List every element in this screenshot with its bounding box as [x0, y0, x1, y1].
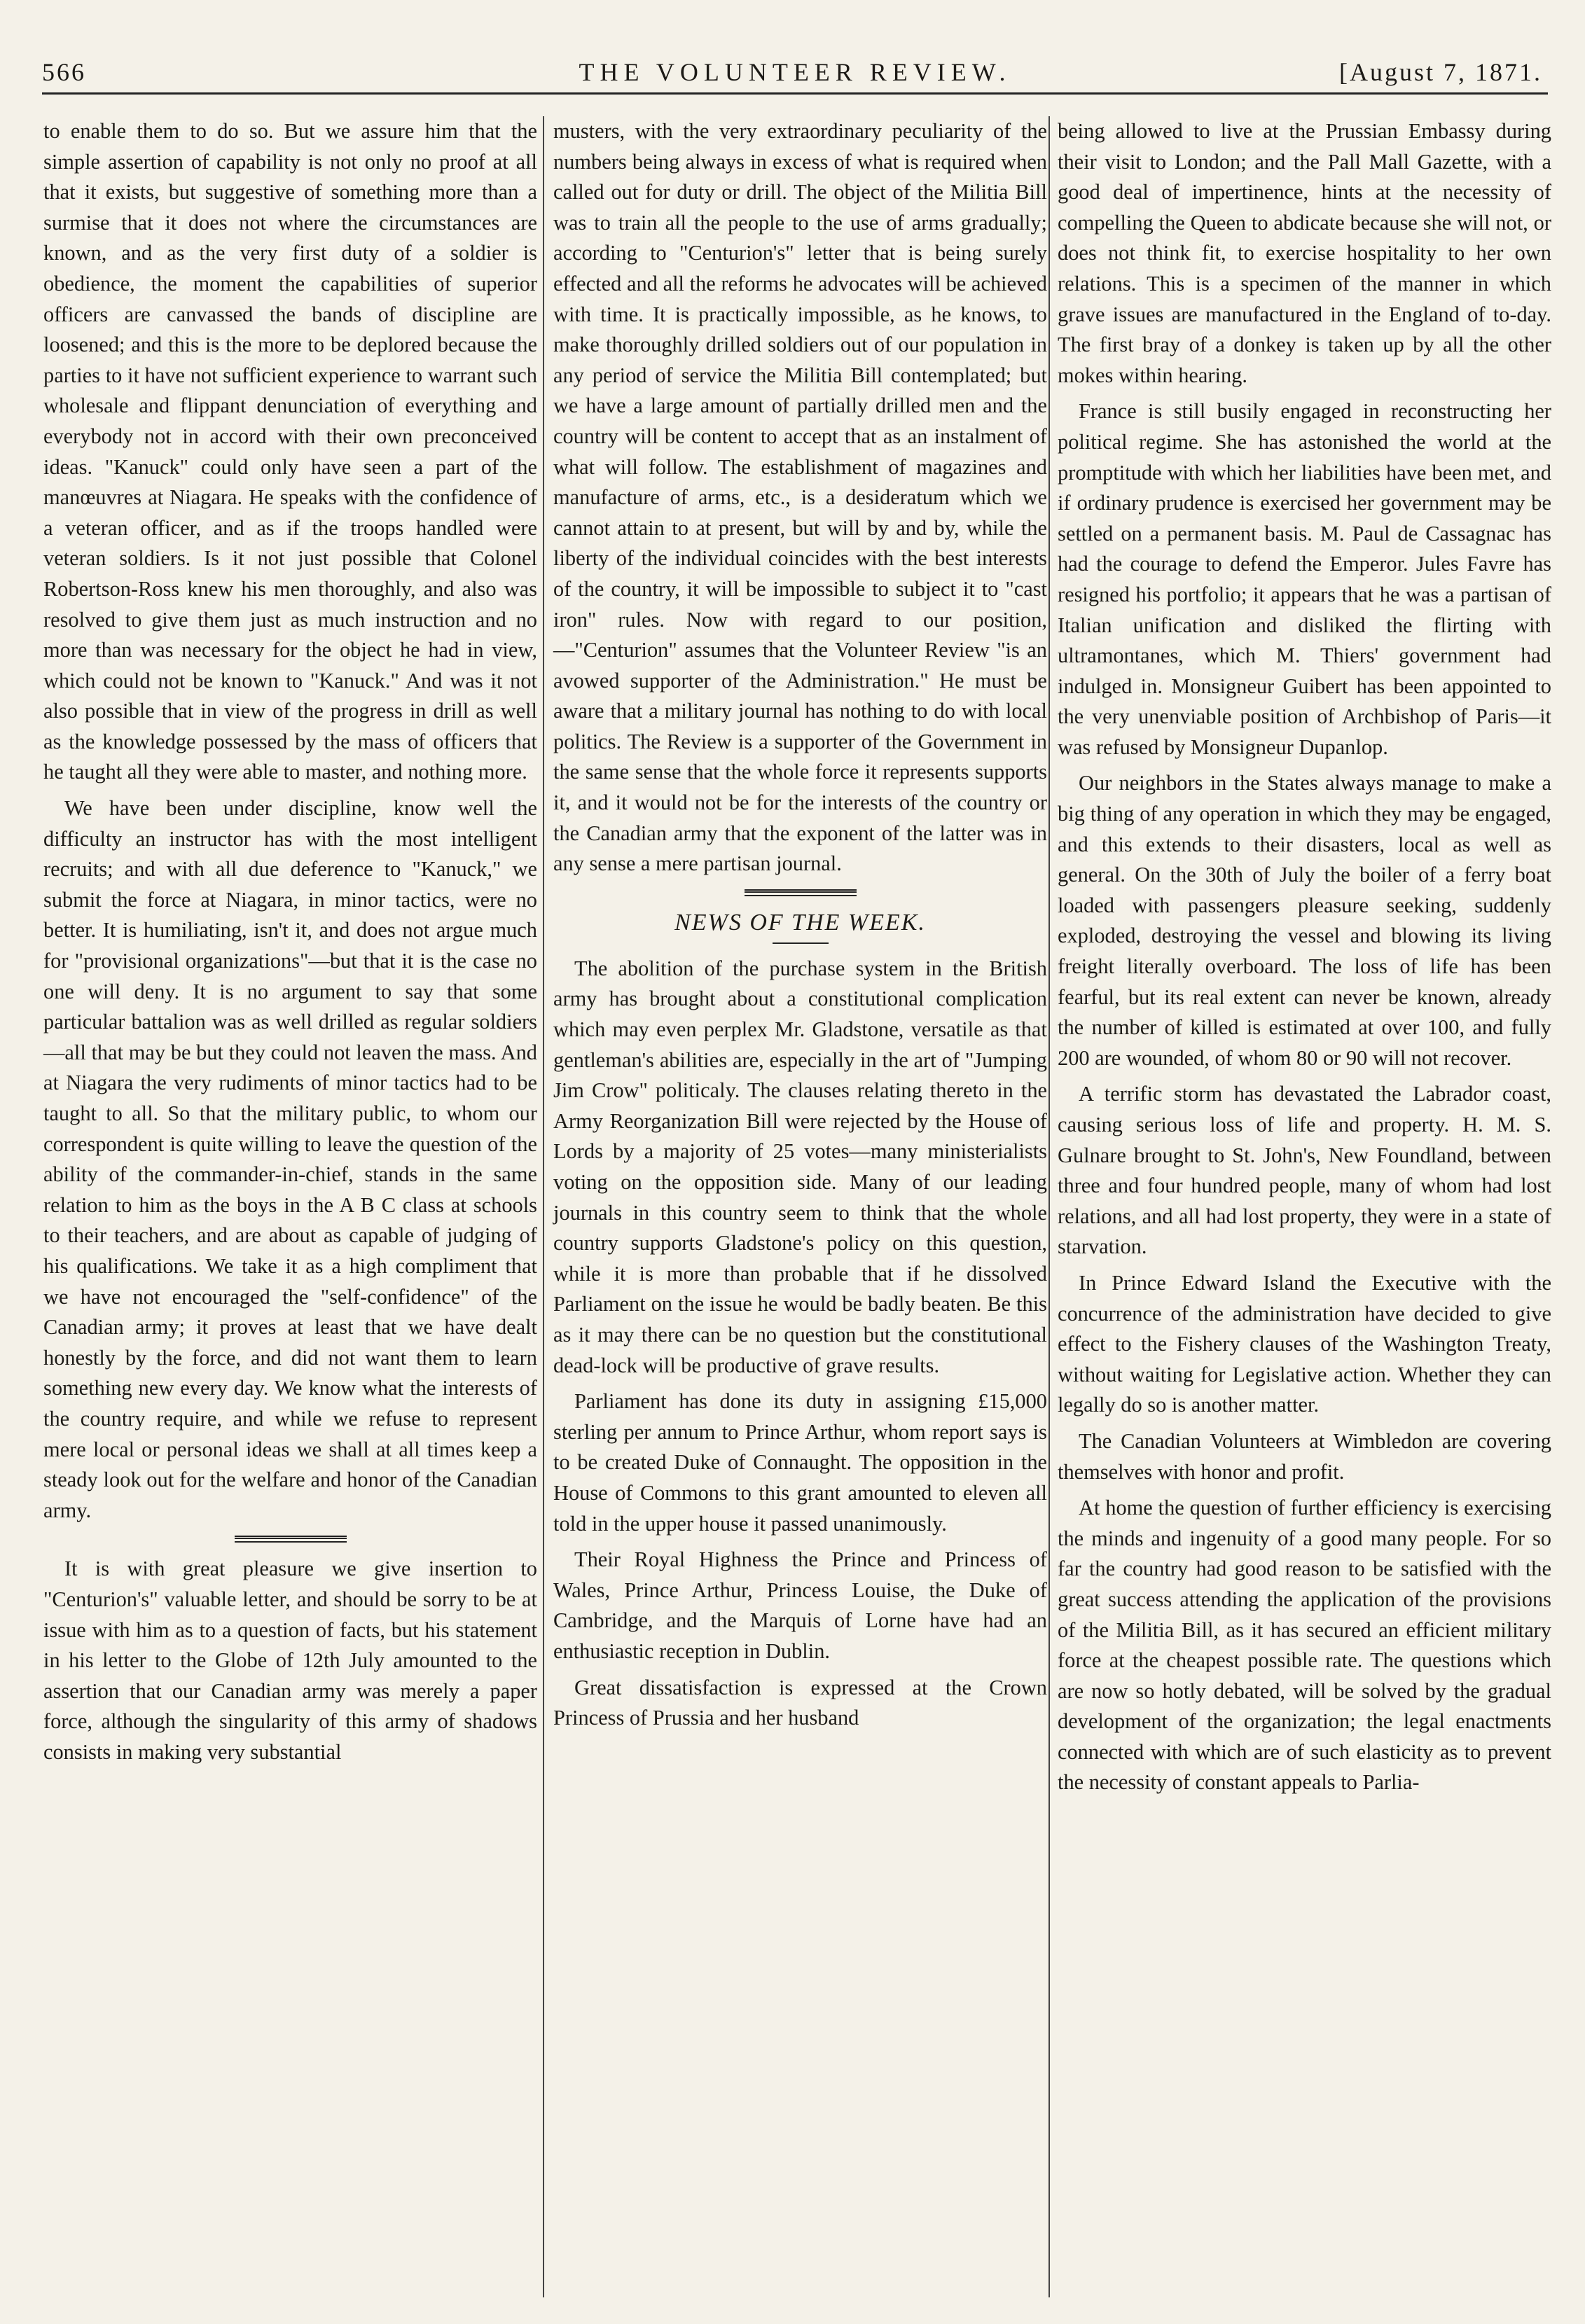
- column-divider: [1048, 116, 1050, 2297]
- paragraph: musters, with the very extraordinary peculiarity of the numbers being always in excess of what is required when called out for duty or drill. The object of the Militia Bill was to train all the people to the use of arms gradually; according to "Centurion's" letter that is being surely effected and all the reforms he advocates will be achieved with time. It is practically impossible, as he knows, to make thoroughly drilled soldiers out of our population in any period of service the Militia Bill contemplated; but we have a large amount of partially drilled men and the country will be content to accept that as an instalment of what will follow. The establishment of magazines and manufacture of arms, etc., is a desideratum which we cannot attain to at present, but will by and by, while the liberty of the individual coincides with the best interests of the country, it will be impossible to subject it to "cast iron" rules. Now with regard to our position,—"Centurion" assumes that the Volunteer Review "is an avowed supporter of the Administration." He must be aware that a military journal has nothing to do with local politics. The Review is a supporter of the Government in the same sense that the whole force it represents supports it, and it would not be for the interests of the country or the Canadian army that the exponent of the latter was in any sense a mere partisan journal.: [553, 119, 1047, 876]
- column-1: [43, 116, 537, 1773]
- paragraph: We have been under discipline, know well the difficulty an instructor has with the most intelligent recruits; and with all due deference to "Kanuck," we submit the force at Niagara, in minor tactics, were no better. It is humiliating, isn't it, and does not argue much for "provisional organizations"—but that it is the case no one will deny. It is no argument to say that some particular battalion was as well drilled as regular soldiers—all that may be but they could not leaven the mass. And at Niagara the very rudiments of minor tactics had to be taught to all. So that the military public, to whom our correspondent is quite willing to leave the question of the ability of the commander-in-chief, stands in the same relation to him as the boys in the A B C class at schools to their teachers, and are about as capable of judging of his qualifications. We take it as a high compliment that we have not encouraged the "self-confidence" of the Canadian army; it proves at least that we have dealt honestly by the force, and did not want them to learn something new every day. We know what the interests of the country require, and while we refuse to represent mere local or personal ideas we shall at all times keep a steady look out for the welfare and honor of the Canadian army.: [43, 796, 537, 1522]
- paragraph: Their Royal Highness the Prince and Princess of Wales, Prince Arthur, Princess Louise, the Duke of Cambridge, and the Marquis of Lorne have had an enthusiastic reception in Dublin.: [553, 1547, 1047, 1663]
- paragraph: It is with great pleasure we give insertion to "Centurion's" valuable letter, and should be sorry to be at issue with him as to a question of facts, but his statement in his letter to the Globe of 12th July amounted to the assertion that our Canadian army was merely a paper force, although the singularity of this army of shadows consists in making very substantial: [43, 1557, 537, 1764]
- page-header: [42, 36, 1548, 94]
- page-number: 566: [42, 58, 86, 86]
- section-heading: NEWS OF THE WEEK.: [674, 909, 926, 935]
- column-3: [1058, 116, 1551, 1804]
- section-divider: [745, 889, 857, 896]
- paragraph: Great dissatisfaction is expressed at the Crown Princess of Prussia and her husband: [553, 1675, 1047, 1730]
- section-divider: [235, 1536, 347, 1543]
- paragraph: being allowed to live at the Prussian Embassy during their visit to London; and the Pall Mall Gazette, with a good deal of impertinence, hints at the necessity of compelling the Queen to abdicate because she will not, or does not think fit, to exercise hospitality to her own relations. This is a specimen of the manner in which grave issues are manufactured in the England of to-day. The first bray of a donkey is taken up by all the other mokes within hearing.: [1058, 119, 1551, 387]
- publication-title: THE VOLUNTEER REVIEW.: [579, 58, 1011, 86]
- paragraph: A terrific storm has devastated the Labrador coast, causing serious loss of life and property. H. M. S. Gulnare brought to St. John's, New Foundland, between three and four hundred people, many of whom had lost relations, and all had lost property, they were in a state of starvation.: [1058, 1082, 1551, 1259]
- paragraph: At home the question of further efficiency is exercising the minds and ingenuity of a good many people. For so far the country had good reason to be satisfied with the great success attending the application of the provisions of the Militia Bill, as it has secured an efficient military force at the cheapest possible rate. The questions which are now so hotly debated, will be solved by the gradual development of the organization; the legal enactments connected with which are of such elasticity as to prevent the necessity of constant appeals to Parlia-: [1058, 1496, 1551, 1795]
- column-divider: [543, 116, 544, 2297]
- header-rule: [42, 92, 1548, 95]
- paragraph: Our neighbors in the States always manage to make a big thing of any operation in which they may be engaged, and this extends to their disasters, local as well as general. On the 30th of July the boiler of a ferry boat loaded with passengers pleasure seeking, suddenly exploded, destroying the vessel and blowing its living freight literally overboard. The loss of life has been fearful, but its real extent can never be known, already the number of killed is estimated at over 100, and fully 200 are wounded, of whom 80 or 90 will not recover.: [1058, 771, 1551, 1070]
- paragraph: Parliament has done its duty in assigning £15,000 sterling per annum to Prince Arthur, whom report says is to be created Duke of Connaught. The opposition in the House of Commons to this grant amounted to eleven all told in the upper house it passed unanimously.: [553, 1389, 1047, 1536]
- heading-rule: [773, 942, 829, 944]
- issue-date: [August 7, 1871.: [1339, 58, 1542, 86]
- paragraph: The abolition of the purchase system in the British army has brought about a constitutional complication which may even perplex Mr. Gladstone, versatile as that gentleman's abilities are, especially in the art of "Jumping Jim Crow" politicaly. The clauses relating thereto in the Army Reorganization Bill were rejected by the House of Lords by a majority of 25 votes—many ministerialists voting on the opposition side. Many of our leading journals in this country seem to think that the whole country supports Gladstone's policy on this question, while it is more than probable that if he dissolved Parliament on the issue he would be badly beaten. Be this as it may there can be no question but the constitutional dead-lock will be productive of grave results.: [553, 956, 1047, 1377]
- column-2: [553, 116, 1047, 1739]
- paragraph: The Canadian Volunteers at Wimbledon are covering themselves with honor and profit.: [1058, 1428, 1551, 1484]
- paragraph: In Prince Edward Island the Executive with the concurrence of the administration have decided to give effect to the Fishery clauses of the Washington Treaty, without waiting for Legislative action. Whether they can legally do so is another matter.: [1058, 1270, 1551, 1417]
- paragraph: France is still busily engaged in reconstructing her political regime. She has astonished the world at the promptitude with which her liabilities have been met, and if ordinary prudence is exercised her government may be settled on a permanent basis. M. Paul de Cassagnac has had the courage to defend the Emperor. Jules Favre has resigned his portfolio; it appears that he was a partisan of Italian unification and disliked the flirting with ultramontanes, which M. Thiers' government had indulged in. Monsigneur Guibert has been appointed to the very unenviable position of Archbishop of Paris—it was refused by Monsigneur Dupanlop.: [1058, 399, 1551, 759]
- paragraph: to enable them to do so. But we assure him that the simple assertion of capability is not only no proof at all that it exists, but suggestive of something more than a surmise that it does not where the circumstances are known, and as the very first duty of a soldier is obedience, the moment the capabilities of superior officers are canvassed the bands of discipline are loosened; and this is the more to be deplored because the parties to it have not sufficient experience to warrant such wholesale and flippant denunciation of everything and everybody not in accord with their own preconceived ideas. "Kanuck" could only have seen a part of the manœuvres at Niagara. He speaks with the confidence of a veteran officer, and as if the troops handled were veteran soldiers. Is it not just possible that Colonel Robertson-Ross knew his men thoroughly, and also was resolved to give them just as much instruction and no more than was necessary for the object he had in view, which could not be known to "Kanuck." And was it not also possible that in view of the progress in drill as well as the knowledge possessed by the mass of officers that he taught all they were able to master, and nothing more.: [43, 119, 537, 784]
